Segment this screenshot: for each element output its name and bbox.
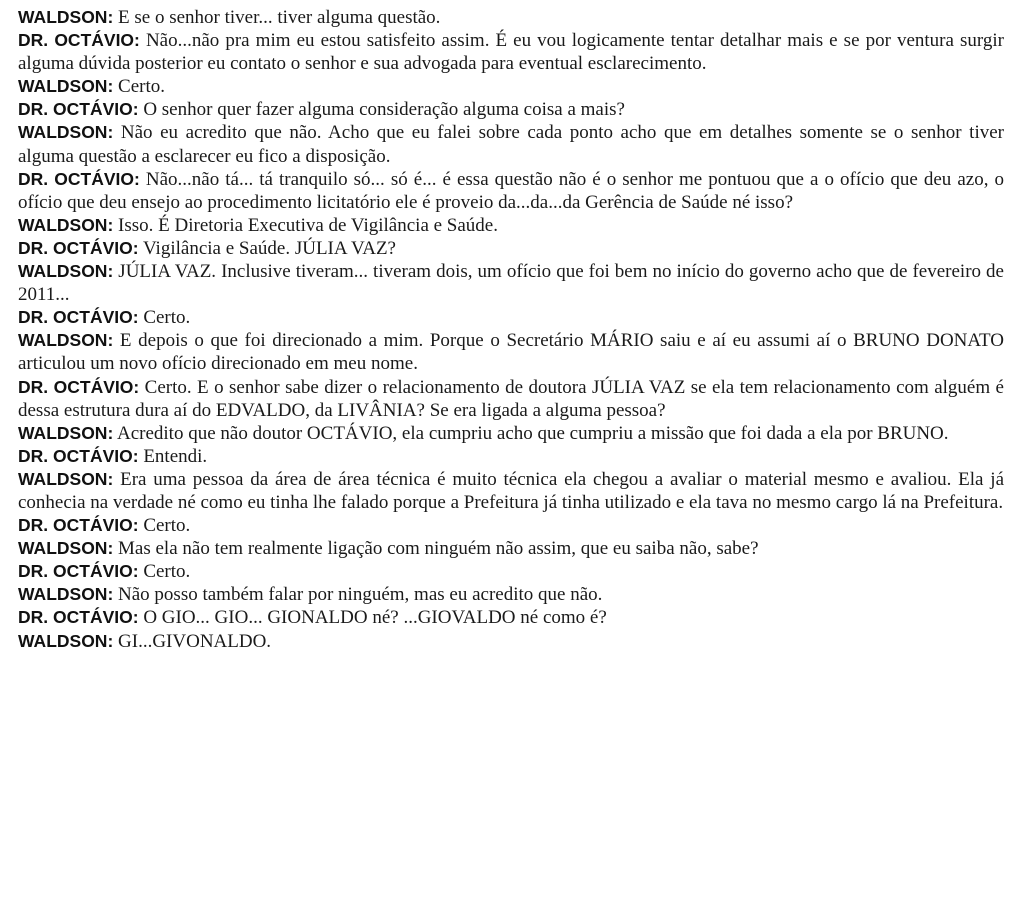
speech-text: Não posso também falar por ninguém, mas eu acredito que não. — [113, 584, 603, 606]
speech-text: Certo. — [113, 76, 165, 98]
speech-text: JÚLIA VAZ. Inclusive tiveram... tiveram dois, um ofício que foi bem no início do governo acho que de fevereiro de 2011... — [18, 261, 1004, 306]
speaker-label: WALDSON: — [18, 76, 114, 97]
dialogue-turn — [18, 376, 1004, 422]
dialogue-turn — [18, 560, 1004, 583]
speaker-label: WALDSON: — [18, 261, 114, 282]
speech-text: Não...não pra mim eu estou satisfeito assim. É eu vou logicamente tentar detalhar mais e se por ventura surgir alguma dúvida posterior eu contato o senhor e sua advogada para eventual esclarecimento. — [18, 30, 1004, 75]
speaker-label: DR. OCTÁVIO: — [18, 561, 139, 582]
dialogue-turn — [18, 260, 1004, 306]
speech-text: E se o senhor tiver... tiver alguma questão. — [113, 7, 441, 28]
dialogue-turn — [18, 121, 1004, 167]
dialogue-turn — [18, 29, 1004, 75]
dialogue-turn — [18, 214, 1004, 237]
dialogue-turn — [18, 306, 1004, 329]
speech-text: Não eu acredito que não. Acho que eu falei sobre cada ponto acho que em detalhes somente se o senhor tiver alguma questão a esclarecer eu fico a disposição. — [18, 122, 1004, 167]
dialogue-turn — [18, 6, 1004, 29]
dialogue-turn — [18, 329, 1004, 375]
speaker-label: DR. OCTÁVIO: — [18, 515, 139, 536]
dialogue-turn — [18, 537, 1004, 560]
speaker-label: WALDSON: — [18, 7, 114, 27]
speaker-label: WALDSON: — [18, 630, 114, 651]
dialogue-turn — [18, 445, 1004, 468]
dialogue-turn — [18, 168, 1004, 214]
speech-text: Certo. — [138, 307, 191, 329]
speech-text: Mas ela não tem realmente ligação com ninguém não assim, que eu saiba não, sabe? — [113, 538, 759, 560]
speaker-label: DR. OCTÁVIO: — [18, 607, 139, 628]
speech-text: Acredito que não doutor OCTÁVIO, ela cumpriu acho que cumpriu a missão que foi dada a ela por BRUNO. — [113, 422, 949, 444]
dialogue-turn — [18, 630, 1004, 653]
dialogue-turn — [18, 468, 1004, 514]
speech-text: O senhor quer fazer alguma consideração alguma coisa a mais? — [138, 99, 625, 121]
speech-text: Era uma pessoa da área de área técnica é muito técnica ela chegou a avaliar o material mesmo e avaliou. Ela já conhecia na verdade né como eu tinha lhe falado porque a Prefeitura já tinha utilizado e ela tava no mesmo cargo lá na Prefeitura. — [18, 468, 1004, 513]
dialogue-turn — [18, 606, 1004, 629]
speech-text: Entendi. — [138, 445, 208, 467]
dialogue-turn — [18, 98, 1004, 121]
speaker-label: DR. OCTÁVIO: — [18, 237, 139, 258]
speaker-label: DR. OCTÁVIO: — [18, 307, 139, 328]
dialogue-turn — [18, 514, 1004, 537]
speaker-label: DR. OCTÁVIO: — [18, 168, 140, 189]
speaker-label: WALDSON: — [18, 214, 114, 235]
speaker-label: WALDSON: — [18, 538, 114, 559]
speech-text: Isso. É Diretoria Executiva de Vigilância e Saúde. — [113, 214, 498, 236]
speech-text: Não...não tá... tá tranquilo só... só é... é essa questão não é o senhor me pontuou que a o ofício que deu azo, o ofício que deu ensejo ao procedimento licitatório ele é proveio da...da...da Gerência de Saúde né isso? — [18, 168, 1004, 213]
speech-text: Vigilância e Saúde. JÚLIA VAZ? — [138, 237, 396, 259]
transcript-page — [18, 6, 1004, 653]
dialogue-turn — [18, 75, 1004, 98]
speech-text: Certo. — [138, 561, 191, 583]
dialogue-turn — [18, 583, 1004, 606]
speech-text: E depois o que foi direcionado a mim. Porque o Secretário MÁRIO saiu e aí eu assumi aí o BRUNO DONATO articulou um novo ofício direcionado em meu nome. — [18, 330, 1004, 375]
speaker-label: DR. OCTÁVIO: — [18, 30, 140, 51]
speaker-label: WALDSON: — [18, 330, 114, 351]
speaker-label: DR. OCTÁVIO: — [18, 445, 139, 466]
speaker-label: WALDSON: — [18, 422, 114, 443]
speaker-label: WALDSON: — [18, 468, 114, 489]
speech-text: GI...GIVONALDO. — [113, 630, 272, 652]
speaker-label: WALDSON: — [18, 122, 114, 143]
dialogue-turn — [18, 422, 1004, 445]
speech-text: O GIO... GIO... GIONALDO né? ...GIOVALDO né como é? — [138, 607, 607, 629]
speech-text: Certo. — [138, 515, 191, 537]
speaker-label: DR. OCTÁVIO: — [18, 99, 139, 120]
speaker-label: WALDSON: — [18, 584, 114, 605]
dialogue-turn — [18, 237, 1004, 260]
speech-text: Certo. E o senhor sabe dizer o relacionamento de doutora JÚLIA VAZ se ela tem relacionamento com alguém é dessa estrutura dura aí do EDVALDO, da LIVÂNIA? Se era ligada a alguma pessoa? — [18, 376, 1004, 421]
speaker-label: DR. OCTÁVIO: — [18, 376, 140, 397]
